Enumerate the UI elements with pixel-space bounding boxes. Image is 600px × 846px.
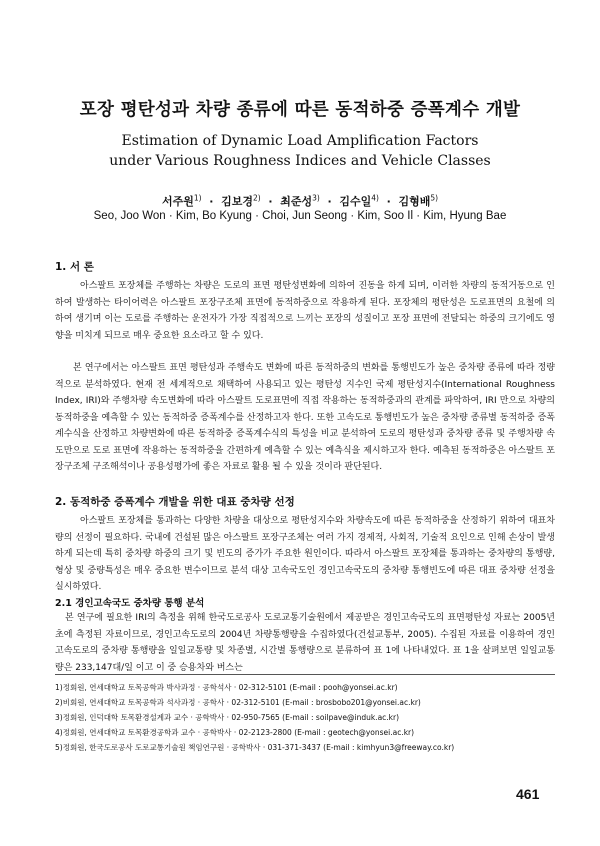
title-english-line1: Estimation of Dynamic Load Amplification Factors: [121, 133, 479, 149]
footnote-3: 3)정회원, 인덕대학 토목환경설계과 교수 · 공학박사 · 02-950-7565 (E-mail : soilpave@induk.ac.kr): [55, 713, 400, 722]
author-mark: 5): [430, 193, 439, 203]
author-name: 김형배: [398, 195, 431, 208]
author-separator: ·: [268, 195, 273, 208]
page-number: 461: [516, 786, 540, 802]
section1-heading: 1. 서 론: [55, 261, 94, 273]
title-korean: 포장 평탄성과 차량 종류에 따른 동적하중 증폭계수 개발: [79, 100, 521, 120]
footnote-divider: [55, 674, 555, 675]
author-name: 김보경: [221, 195, 253, 208]
section1-paragraph2: 본 연구에서는 아스팔트 표면 평탄성과 주행속도 변화에 따른 동적하중의 변화를 통행빈도가 높은 중차량 종류에 따라 정량적으로 분석하였다. 현재 전 세계적으로 채택하여 사용되고 있는 평탄성 지수인 국제 평탄성지수(International Roughness Index, IRI)와 주행차량 속도변화에 따라 아스팔트 도로표면에 직접 작용하는 동적하중과의 관계를 파악하여, IRI 만으로 차량의 동적하중을 예측할 수 있는 동적하중 증폭계수를 산정하고자 한다. 또한 고속도로 통행빈도가 높은 중차량 종류별 동적하중 증폭계수식을 산정하고 차량변화에 따른 동적하중 증폭계수식의 특성을 비교 분석하여 도로의 평탄성과 중차량 종류 및 주행차량 속도만으로 도로 표면에 작용하는 동적하중을 간편하게 예측할 수 있는 예측식을 제시하고자 한다. 예측된 동적하중은 아스팔트 포장구조체 구조해석이나 공용성평가에 좋은 자료로 활용 될 수 있을 것이라 판단된다.: [55, 363, 555, 472]
section2-heading: 2. 동적하중 증폭계수 개발을 위한 대표 중차량 선정: [55, 496, 295, 508]
section2-1-heading: 2.1 경인고속국도 중차량 통행 분석: [55, 598, 205, 609]
author-separator: ·: [386, 195, 391, 208]
author-separator: ·: [327, 195, 332, 208]
authors-korean: [0, 193, 600, 209]
author-name: 김수일: [339, 195, 372, 208]
footnote-4: 4)정회원, 연세대학교 토목환경공학과 교수 · 공학박사 · 02-2123-2800 (E-mail : geotech@yonsei.ac.kr): [55, 728, 415, 737]
author-mark: 4): [371, 193, 379, 203]
footnote-5: 5)정회원, 한국도로공사 도로교통기술원 책임연구원 · 공학박사 · 031-371-3437 (E-mail : kimhyun3@freeway.co.kr): [55, 743, 455, 752]
author-separator: ·: [209, 195, 214, 208]
author-mark: 2): [252, 193, 261, 203]
footnote-2: 2)비회원, 연세대학교 토목공학과 석사과정 · 공학사 · 02-312-5101 (E-mail : brosbobo201@yonsei.ac.kr): [55, 698, 421, 707]
section2-1-paragraph1: 본 연구에 필요한 IRI의 측정을 위해 한국도로공사 도로교통기술원에서 제공받은 경인고속국도의 표면평탄성 자료는 2005년 초에 측정된 자료이므로, 경인고속도로의 2004년 차량통행량을 수집하였다(건설교통부, 2005). 수집된 자료를 이용하여 경인고속도로의 중차량 통행량을 일일교통량 및 차종별, 시간별 통행량으로 분류하여 표 1에 나타내었다. 표 1을 살펴보면 일일교통량은 233,147대/일 이고 이 중 승용차와 버스는: [55, 613, 555, 673]
author-name: 서주원: [161, 195, 194, 208]
authors-english: Seo, Joo Won · Kim, Bo Kyung · Choi, Jun Seong · Kim, Soo Il · Kim, Hyung Bae: [93, 210, 507, 222]
author-mark: 1): [193, 193, 202, 203]
section2-paragraph1: 아스팔트 포장체를 통과하는 다양한 차량을 대상으로 평탄성지수와 차량속도에 따른 동적하중을 산정하기 위하여 대표차량의 선정이 필요하다. 국내에 건설된 많은 아스팔트 포장구조체는 여러 가지 경제적, 사회적, 기술적 요인으로 인해 손상이 발생하게 되는데 특히 중차량 하중의 크기 및 빈도의 증가가 주요한 원인이다. 따라서 아스팔트 포장체를 통과하는 중차량의 통행량, 형상 및 중량특성은 매우 중요한 변수이므로 분석 대상 고속국도인 경인고속국도의 중차량 통행빈도에 따른 대표 중차량 선정을 실시하였다.: [55, 516, 555, 592]
footnote-1: 1)정회원, 연세대학교 토목공학과 박사과정 · 공학석사 · 02-312-5101 (E-mail : pooh@yonsei.ac.kr): [55, 683, 398, 692]
author-name: 최준성: [280, 195, 313, 208]
title-english-line2: under Various Roughness Indices and Vehicle Classes: [109, 153, 491, 169]
author-mark: 3): [312, 193, 320, 203]
section1-paragraph1: 아스팔트 포장체를 주행하는 차량은 도로의 표면 평탄성변화에 의하여 진동을 하게 되며, 이러한 차량의 동적거동으로 인하여 발생하는 타이어력은 아스팔트 포장구조체 표면에 동적하중으로 작용하게 된다. 포장체의 평탄성은 도로표면의 요철에 의하여 생기며 이는 도로를 주행하는 운전자가 가장 직접적으로 느끼는 포장의 성질이고 포장 표면에 전달되는 하중의 크기에도 영향을 미치게 되므로 매우 중요한 요소라고 할 수 있다.: [55, 281, 555, 341]
